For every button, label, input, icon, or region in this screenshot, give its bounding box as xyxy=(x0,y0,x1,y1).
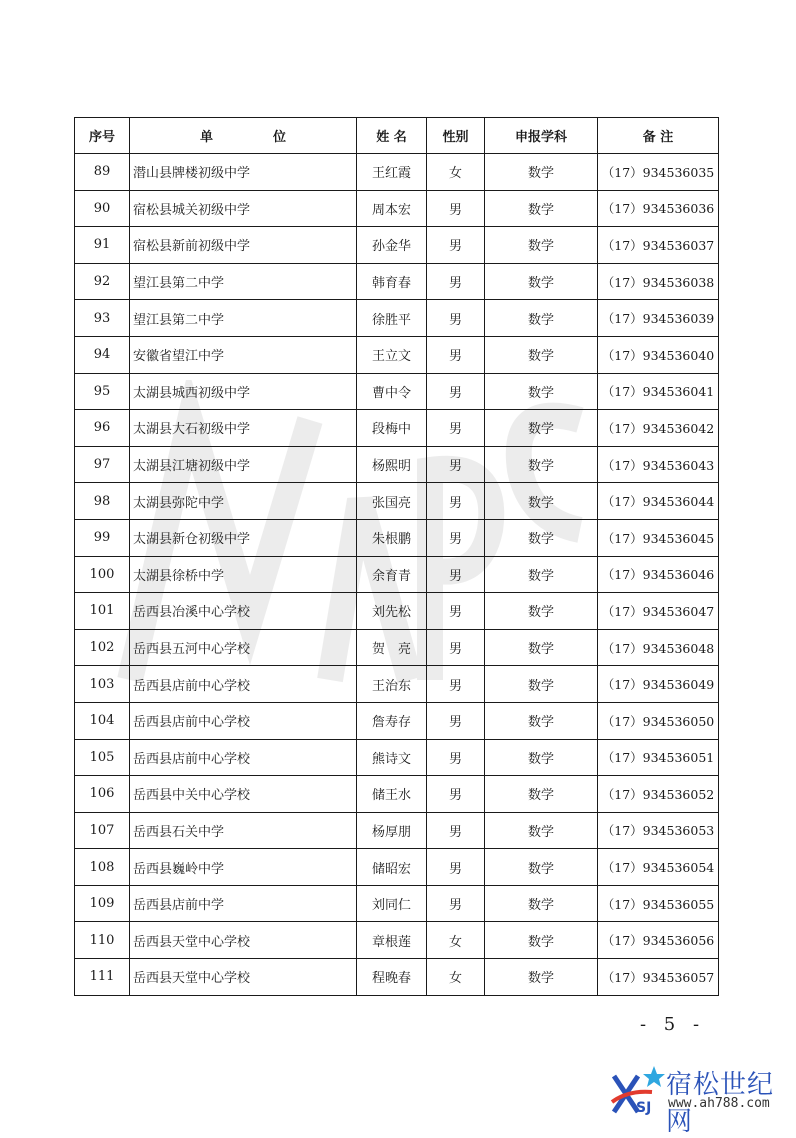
cell-note: （17）934536045 xyxy=(598,519,719,556)
cell-subject: 数学 xyxy=(485,629,598,666)
table-row xyxy=(75,336,719,373)
cell-sex: 男 xyxy=(427,190,485,227)
cell-unit: 宿松县新前初级中学 xyxy=(130,227,357,264)
cell-subject: 数学 xyxy=(485,300,598,337)
cell-seq: 109 xyxy=(75,885,130,922)
cell-note: （17）934536041 xyxy=(598,373,719,410)
table-row xyxy=(75,483,719,520)
table-body xyxy=(75,154,719,996)
cell-subject: 数学 xyxy=(485,849,598,886)
cell-name: 王立文 xyxy=(357,336,427,373)
cell-subject: 数学 xyxy=(485,739,598,776)
cell-seq: 99 xyxy=(75,519,130,556)
cell-note: （17）934536044 xyxy=(598,483,719,520)
cell-seq: 90 xyxy=(75,190,130,227)
cell-note: （17）934536037 xyxy=(598,227,719,264)
cell-unit: 望江县第二中学 xyxy=(130,300,357,337)
cell-note: （17）934536048 xyxy=(598,629,719,666)
cell-name: 储昭宏 xyxy=(357,849,427,886)
cell-unit: 岳西县五河中心学校 xyxy=(130,629,357,666)
cell-seq: 95 xyxy=(75,373,130,410)
cell-name: 张国亮 xyxy=(357,483,427,520)
cell-note: （17）934536042 xyxy=(598,410,719,447)
cell-name: 徐胜平 xyxy=(357,300,427,337)
cell-note: （17）934536054 xyxy=(598,849,719,886)
cell-unit: 潜山县牌楼初级中学 xyxy=(130,154,357,191)
cell-name: 杨厚朋 xyxy=(357,812,427,849)
table-row xyxy=(75,959,719,996)
table-row xyxy=(75,739,719,776)
cell-name: 刘同仁 xyxy=(357,885,427,922)
header-name: 姓 名 xyxy=(357,118,427,154)
cell-note: （17）934536055 xyxy=(598,885,719,922)
cell-unit: 太湖县弥陀中学 xyxy=(130,483,357,520)
cell-subject: 数学 xyxy=(485,483,598,520)
cell-note: （17）934536038 xyxy=(598,263,719,300)
cell-name: 朱根鹏 xyxy=(357,519,427,556)
cell-sex: 男 xyxy=(427,556,485,593)
table-header-row xyxy=(75,118,719,154)
cell-unit: 安徽省望江中学 xyxy=(130,336,357,373)
cell-sex: 男 xyxy=(427,702,485,739)
cell-unit: 岳西县巍岭中学 xyxy=(130,849,357,886)
cell-sex: 男 xyxy=(427,519,485,556)
cell-sex: 男 xyxy=(427,483,485,520)
cell-name: 章根莲 xyxy=(357,922,427,959)
cell-seq: 101 xyxy=(75,593,130,630)
cell-unit: 岳西县店前中心学校 xyxy=(130,666,357,703)
cell-unit: 太湖县新仓初级中学 xyxy=(130,519,357,556)
cell-unit: 岳西县天堂中心学校 xyxy=(130,959,357,996)
header-sex: 性别 xyxy=(427,118,485,154)
header-unit xyxy=(130,118,357,154)
table-row xyxy=(75,885,719,922)
cell-sex: 男 xyxy=(427,739,485,776)
table-row xyxy=(75,556,719,593)
cell-unit: 岳西县店前中学 xyxy=(130,885,357,922)
cell-name: 余育青 xyxy=(357,556,427,593)
page-number: - 5 - xyxy=(640,1014,706,1035)
cell-seq: 92 xyxy=(75,263,130,300)
logo-title: 宿松世纪网 xyxy=(666,1070,775,1137)
logo-mark-icon xyxy=(608,1062,668,1118)
cell-subject: 数学 xyxy=(485,702,598,739)
cell-subject: 数学 xyxy=(485,373,598,410)
cell-unit: 岳西县店前中心学校 xyxy=(130,739,357,776)
cell-note: （17）934536036 xyxy=(598,190,719,227)
cell-sex: 男 xyxy=(427,263,485,300)
cell-name: 韩育春 xyxy=(357,263,427,300)
cell-note: （17）934536039 xyxy=(598,300,719,337)
cell-seq: 104 xyxy=(75,702,130,739)
site-logo xyxy=(608,1062,794,1137)
cell-seq: 98 xyxy=(75,483,130,520)
cell-name: 孙金华 xyxy=(357,227,427,264)
cell-seq: 94 xyxy=(75,336,130,373)
table-row xyxy=(75,666,719,703)
cell-unit: 太湖县城西初级中学 xyxy=(130,373,357,410)
cell-sex: 男 xyxy=(427,593,485,630)
cell-seq: 108 xyxy=(75,849,130,886)
cell-seq: 105 xyxy=(75,739,130,776)
table-row xyxy=(75,812,719,849)
table-row xyxy=(75,519,719,556)
cell-name: 熊诗文 xyxy=(357,739,427,776)
table-row xyxy=(75,300,719,337)
cell-subject: 数学 xyxy=(485,336,598,373)
cell-sex: 女 xyxy=(427,922,485,959)
cell-note: （17）934536057 xyxy=(598,959,719,996)
cell-note: （17）934536043 xyxy=(598,446,719,483)
table-row xyxy=(75,922,719,959)
cell-note: （17）934536047 xyxy=(598,593,719,630)
cell-seq: 110 xyxy=(75,922,130,959)
cell-note: （17）934536040 xyxy=(598,336,719,373)
cell-unit: 岳西县冶溪中心学校 xyxy=(130,593,357,630)
cell-name: 杨熙明 xyxy=(357,446,427,483)
roster-table xyxy=(74,117,719,996)
cell-subject: 数学 xyxy=(485,922,598,959)
cell-sex: 男 xyxy=(427,300,485,337)
cell-name: 段梅中 xyxy=(357,410,427,447)
cell-sex: 男 xyxy=(427,776,485,813)
logo-url: www.ah788.com xyxy=(668,1096,770,1111)
cell-subject: 数学 xyxy=(485,227,598,264)
cell-seq: 103 xyxy=(75,666,130,703)
cell-subject: 数学 xyxy=(485,666,598,703)
header-note: 备 注 xyxy=(598,118,719,154)
cell-note: （17）934536049 xyxy=(598,666,719,703)
cell-unit: 岳西县石关中学 xyxy=(130,812,357,849)
cell-sex: 男 xyxy=(427,336,485,373)
cell-sex: 男 xyxy=(427,373,485,410)
table-row xyxy=(75,446,719,483)
cell-seq: 89 xyxy=(75,154,130,191)
cell-seq: 91 xyxy=(75,227,130,264)
cell-sex: 男 xyxy=(427,849,485,886)
table-row xyxy=(75,849,719,886)
cell-subject: 数学 xyxy=(485,446,598,483)
cell-unit: 宿松县城关初级中学 xyxy=(130,190,357,227)
cell-sex: 男 xyxy=(427,812,485,849)
cell-unit: 望江县第二中学 xyxy=(130,263,357,300)
cell-name: 储王水 xyxy=(357,776,427,813)
table-row xyxy=(75,263,719,300)
cell-sex: 女 xyxy=(427,959,485,996)
cell-subject: 数学 xyxy=(485,959,598,996)
cell-subject: 数学 xyxy=(485,556,598,593)
cell-subject: 数学 xyxy=(485,410,598,447)
cell-name: 刘先松 xyxy=(357,593,427,630)
cell-unit: 太湖县江塘初级中学 xyxy=(130,446,357,483)
cell-name: 王治东 xyxy=(357,666,427,703)
cell-name: 王红霞 xyxy=(357,154,427,191)
logo-mark-text: SJ xyxy=(636,1100,652,1116)
cell-name: 詹寿存 xyxy=(357,702,427,739)
cell-unit: 岳西县中关中心学校 xyxy=(130,776,357,813)
table-row xyxy=(75,154,719,191)
cell-sex: 男 xyxy=(427,666,485,703)
cell-sex: 女 xyxy=(427,154,485,191)
cell-sex: 男 xyxy=(427,410,485,447)
cell-note: （17）934536035 xyxy=(598,154,719,191)
cell-subject: 数学 xyxy=(485,593,598,630)
cell-subject: 数学 xyxy=(485,154,598,191)
cell-sex: 男 xyxy=(427,885,485,922)
cell-note: （17）934536052 xyxy=(598,776,719,813)
cell-subject: 数学 xyxy=(485,190,598,227)
cell-name: 曹中令 xyxy=(357,373,427,410)
table-row xyxy=(75,702,719,739)
cell-name: 贺 亮 xyxy=(357,629,427,666)
cell-subject: 数学 xyxy=(485,776,598,813)
cell-note: （17）934536046 xyxy=(598,556,719,593)
cell-name: 程晚春 xyxy=(357,959,427,996)
cell-sex: 男 xyxy=(427,629,485,666)
cell-note: （17）934536053 xyxy=(598,812,719,849)
cell-unit: 太湖县大石初级中学 xyxy=(130,410,357,447)
table-row xyxy=(75,629,719,666)
header-subject: 申报学科 xyxy=(485,118,598,154)
cell-seq: 100 xyxy=(75,556,130,593)
header-unit-right: 位 xyxy=(272,130,286,145)
table-row xyxy=(75,593,719,630)
cell-seq: 106 xyxy=(75,776,130,813)
cell-name: 周本宏 xyxy=(357,190,427,227)
cell-unit: 岳西县店前中心学校 xyxy=(130,702,357,739)
cell-sex: 男 xyxy=(427,227,485,264)
table-row xyxy=(75,190,719,227)
cell-seq: 111 xyxy=(75,959,130,996)
header-unit-left: 单 xyxy=(199,130,213,145)
table-row xyxy=(75,227,719,264)
table-row xyxy=(75,373,719,410)
table-row xyxy=(75,776,719,813)
cell-unit: 岳西县天堂中心学校 xyxy=(130,922,357,959)
cell-note: （17）934536051 xyxy=(598,739,719,776)
header-seq: 序号 xyxy=(75,118,130,154)
cell-seq: 97 xyxy=(75,446,130,483)
cell-subject: 数学 xyxy=(485,263,598,300)
cell-subject: 数学 xyxy=(485,519,598,556)
cell-seq: 96 xyxy=(75,410,130,447)
cell-unit: 太湖县徐桥中学 xyxy=(130,556,357,593)
cell-note: （17）934536056 xyxy=(598,922,719,959)
cell-sex: 男 xyxy=(427,446,485,483)
cell-seq: 107 xyxy=(75,812,130,849)
cell-note: （17）934536050 xyxy=(598,702,719,739)
cell-subject: 数学 xyxy=(485,885,598,922)
cell-seq: 102 xyxy=(75,629,130,666)
table-row xyxy=(75,410,719,447)
cell-subject: 数学 xyxy=(485,812,598,849)
cell-seq: 93 xyxy=(75,300,130,337)
